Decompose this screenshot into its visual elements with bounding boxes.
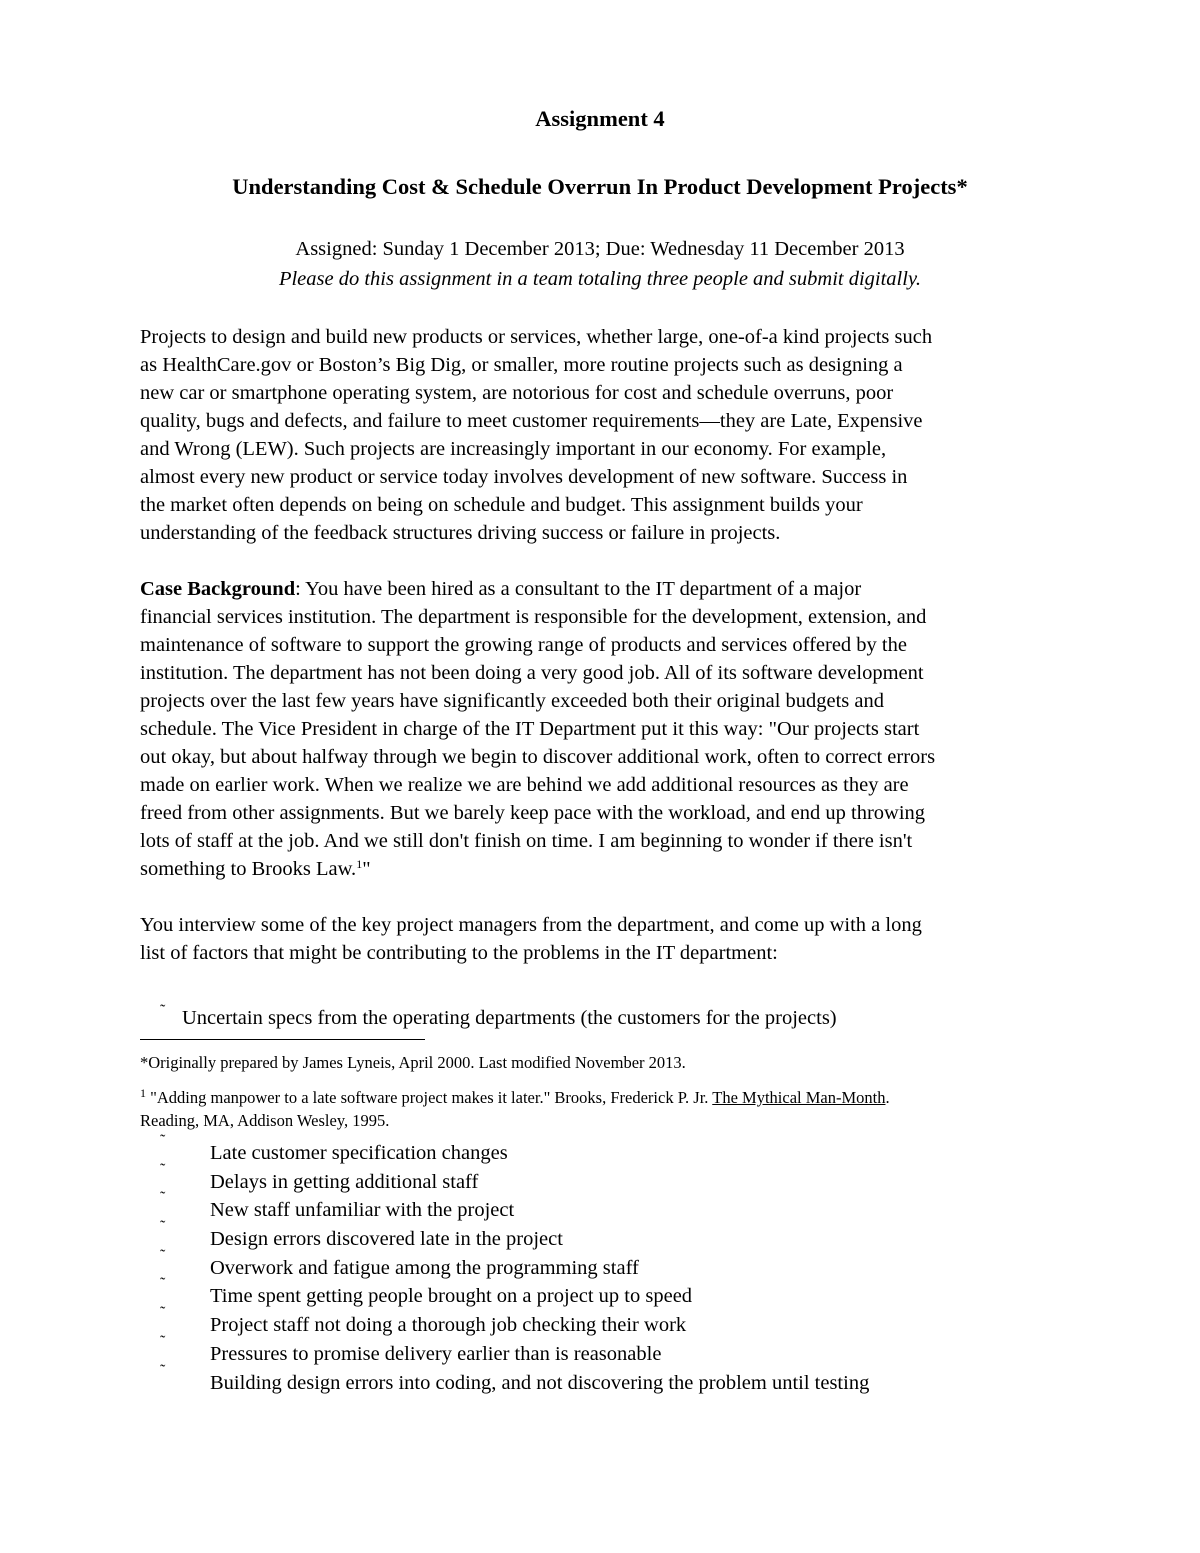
footnote-line: Reading, MA, Addison Wesley, 1995. xyxy=(140,1111,390,1130)
factor-list-item xyxy=(160,1361,1060,1397)
factor-list-item xyxy=(160,1132,1060,1167)
factor-text: Pressures to promise delivery earlier than is reasonable xyxy=(210,1342,662,1365)
case-background-paragraph xyxy=(140,575,1060,883)
closing-quote: " xyxy=(362,858,371,880)
case-background-label: Case Background xyxy=(140,578,296,600)
tilde-bullet-icon: ˜ xyxy=(160,1160,166,1178)
factor-list-item xyxy=(160,1189,1060,1224)
factor-text: Design errors discovered late in the project xyxy=(210,1228,563,1251)
footnote-star: *Originally prepared by James Lyneis, April 2000. Last modified November 2013. xyxy=(140,1053,686,1072)
footnote-line xyxy=(140,1086,1060,1109)
case-line: made on earlier work. When we realize we are behind we add additional resources as they are xyxy=(140,774,909,796)
intro-line: Projects to design and build new products or services, whether large, one-of-a kind projects such xyxy=(140,326,933,348)
case-line xyxy=(140,855,1060,883)
factor-text: Late customer specification changes xyxy=(210,1142,508,1164)
factor-list xyxy=(160,1132,1060,1396)
tilde-bullet-icon: ˜ xyxy=(160,1275,166,1293)
factor-text: Delays in getting additional staff xyxy=(210,1170,479,1193)
interview-line: list of factors that might be contributing to the problems in the IT department: xyxy=(140,942,778,964)
intro-line: new car or smartphone operating system, are notorious for cost and schedule overruns, poor xyxy=(140,382,894,404)
intro-line: the market often depends on being on schedule and budget. This assignment builds your xyxy=(140,494,863,516)
interview-line: You interview some of the key project managers from the department, and come up with a long xyxy=(140,914,922,936)
case-line: institution. The department has not been doing a very good job. All of its software development xyxy=(140,662,924,684)
tilde-bullet-icon: ˜ xyxy=(160,1332,166,1350)
case-line: out okay, but about halfway through we begin to discover additional work, often to correct errors xyxy=(140,746,936,768)
factor-text: Project staff not doing a thorough job checking their work xyxy=(210,1314,687,1337)
case-line: maintenance of software to support the growing range of products and services offered by the xyxy=(140,634,907,656)
factor-list-item xyxy=(160,1275,1060,1310)
factor-text: Building design errors into coding, and not discovering the problem until testing xyxy=(210,1371,870,1394)
assignment-dates: Assigned: Sunday 1 December 2013; Due: Wednesday 11 December 2013 xyxy=(295,238,905,260)
case-last-line: something to Brooks Law. xyxy=(140,858,357,880)
factor-text: New staff unfamiliar with the project xyxy=(210,1199,515,1222)
factor-list-item xyxy=(160,1218,1060,1253)
footnote-number: 1 xyxy=(140,1086,146,1100)
case-line: lots of staff at the job. And we still don't finish on time. I am beginning to wonder if there isn't xyxy=(140,830,913,852)
case-line: projects over the last few years have significantly exceeded both their original budgets and xyxy=(140,690,885,712)
factor-list-item xyxy=(160,997,1060,1032)
tilde-bullet-icon: ˜ xyxy=(160,1218,166,1236)
intro-line: and Wrong (LEW). Such projects are increasingly important in our economy. For example, xyxy=(140,438,887,460)
book-title: The Mythical Man-Month xyxy=(712,1088,886,1107)
case-line: schedule. The Vice President in charge of the IT Department put it this way: "Our projects start xyxy=(140,718,920,740)
footnote-text: . xyxy=(885,1088,890,1107)
footnote-1 xyxy=(140,1086,1060,1132)
tilde-bullet-icon: ˜ xyxy=(160,1361,166,1379)
tilde-bullet-icon: ˜ xyxy=(160,1132,166,1149)
case-line xyxy=(140,575,1060,603)
intro-paragraph xyxy=(140,323,1060,547)
tilde-bullet-icon: ˜ xyxy=(160,1246,166,1264)
intro-line: understanding of the feedback structures driving success or failure in projects. xyxy=(140,522,781,544)
document-title: Assignment 4 xyxy=(535,106,665,131)
interview-paragraph xyxy=(140,911,1060,967)
footnote-separator xyxy=(140,1039,425,1040)
footnote-reference[interactable]: 1 xyxy=(356,857,363,871)
case-line: freed from other assignments. But we barely keep pace with the workload, and end up throwing xyxy=(140,802,926,824)
factor-text: Overwork and fatigue among the programming staff xyxy=(210,1256,639,1279)
factor-list-item xyxy=(160,1332,1060,1368)
intro-line: quality, bugs and defects, and failure to meet customer requirements—they are Late, Expensive xyxy=(140,410,923,432)
intro-line: as HealthCare.gov or Boston’s Big Dig, or smaller, more routine projects such as designing a xyxy=(140,354,903,376)
intro-line: almost every new product or service today involves development of new software. Success in xyxy=(140,466,908,488)
case-line: financial services institution. The department is responsible for the development, extension, and xyxy=(140,606,927,628)
factor-list-item xyxy=(160,1246,1060,1282)
tilde-bullet-icon: ˜ xyxy=(160,1189,166,1207)
factor-text: Uncertain specs from the operating departments (the customers for the projects) xyxy=(182,1007,837,1029)
tilde-bullet-icon: ˜ xyxy=(160,1002,166,1019)
case-line-rest: : You have been hired as a consultant to the IT department of a major xyxy=(295,578,862,600)
tilde-bullet-icon: ˜ xyxy=(160,1304,166,1322)
assignment-instructions: Please do this assignment in a team totaling three people and submit digitally. xyxy=(278,268,922,290)
factor-list-item xyxy=(160,1160,1060,1196)
footnote-text: "Adding manpower to a late software project makes it later." Brooks, Frederick P. Jr. xyxy=(146,1088,713,1107)
factor-text: Time spent getting people brought on a project up to speed xyxy=(210,1285,693,1308)
document-subtitle: Understanding Cost & Schedule Overrun In Product Development Projects* xyxy=(232,174,968,199)
factor-list-item xyxy=(160,1304,1060,1339)
